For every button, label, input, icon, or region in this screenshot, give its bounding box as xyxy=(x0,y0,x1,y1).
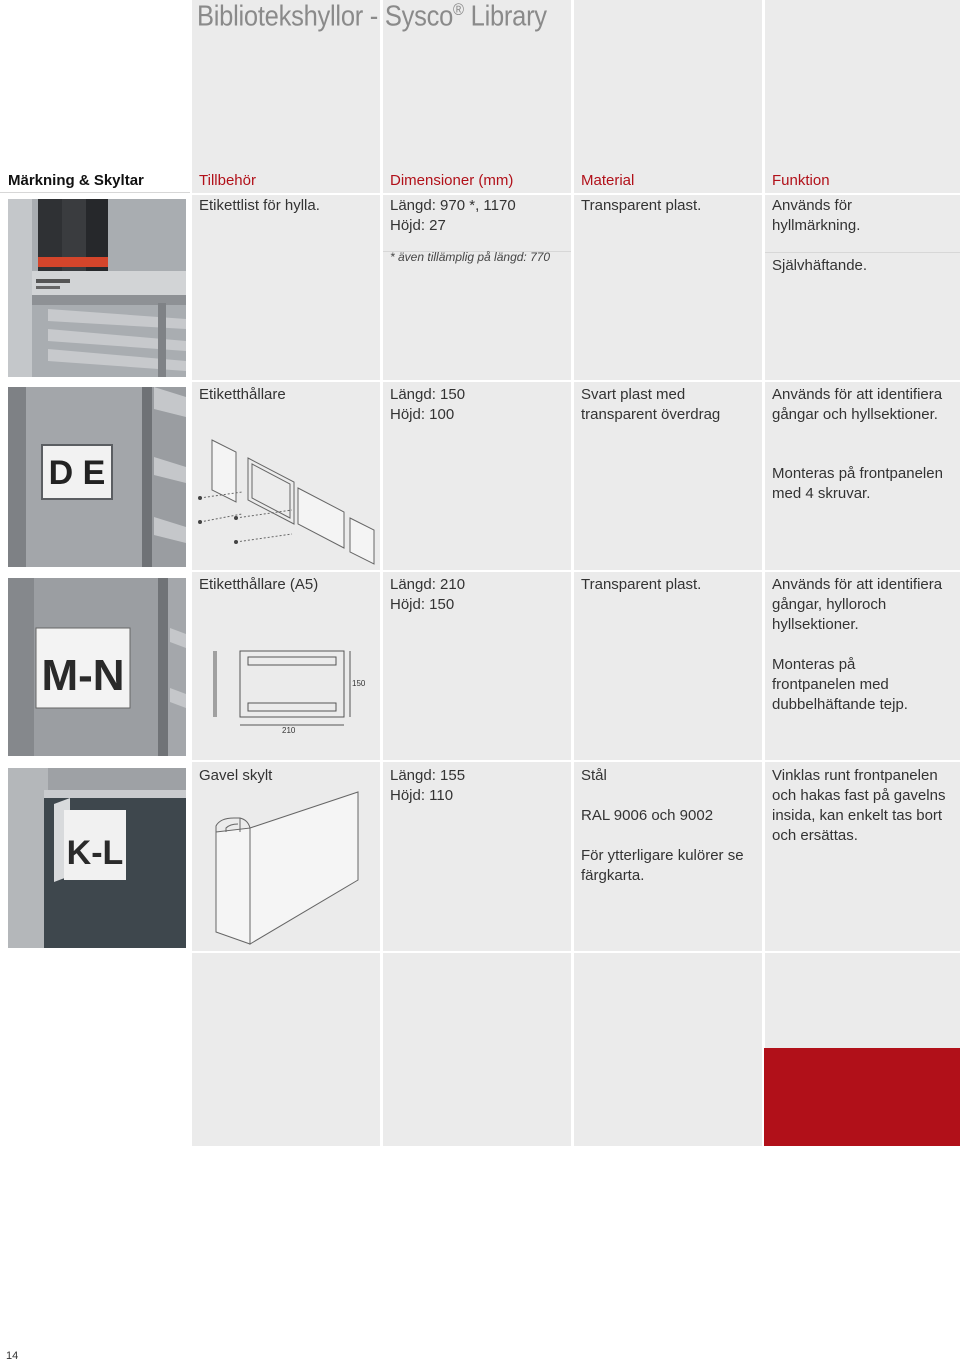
function-text: Används för hyllmärkning. xyxy=(772,197,861,234)
drawing-width-label: 210 xyxy=(282,726,296,735)
material-text: Svart plast med transparent överdrag xyxy=(581,386,721,423)
page-title: Bibliotekshyllor - Sysco® Library xyxy=(197,0,547,33)
header-dimensions: Dimensioner (mm) xyxy=(390,172,514,189)
material-color-text: RAL 9006 och 9002 xyxy=(581,807,714,824)
row-divider xyxy=(0,380,960,382)
section-heading: Märkning & Skyltar xyxy=(8,172,144,189)
material-note-text: För ytterligare kulörer se färgkarta. xyxy=(581,847,744,884)
accent-block xyxy=(764,1048,960,1146)
accessory-name: Etiketthållare (A5) xyxy=(199,576,319,593)
cell-divider xyxy=(765,252,960,253)
gable-sign-drawing xyxy=(210,788,366,948)
header-accessory: Tillbehör xyxy=(199,172,256,189)
dimension-height: Höjd: 150 xyxy=(390,596,455,613)
label-holder-a5-photo xyxy=(8,578,186,756)
function-text: Används för att identifiera gångar, hylloroch hyllsektioner. xyxy=(772,576,943,633)
material-text: Transparent plast. xyxy=(581,576,702,593)
photo-label-text: K-L xyxy=(66,834,124,872)
row-divider xyxy=(0,192,190,193)
shelf-label-strip-photo xyxy=(8,199,186,377)
material-text: Transparent plast. xyxy=(581,197,702,214)
dimension-height: Höjd: 110 xyxy=(390,787,454,804)
function-text: Vinklas runt frontpanelen och hakas fast på gavelns insida, kan enkelt tas bort och ersättas. xyxy=(772,767,946,844)
row-divider xyxy=(0,570,960,572)
function-text: Används för att identifiera gångar och hyllsektioner. xyxy=(772,386,943,423)
page-number: 14 xyxy=(6,1350,19,1362)
label-holder-photo xyxy=(8,387,186,567)
function-text-secondary: Monteras på frontpanelen med 4 skruvar. xyxy=(772,465,943,502)
header-material: Material xyxy=(581,172,635,189)
row-divider xyxy=(0,760,960,762)
function-text-secondary: Självhäftande. xyxy=(772,257,868,274)
dimension-length: Längd: 150 xyxy=(390,386,466,403)
label-holder-a5-drawing xyxy=(206,645,366,737)
dimension-length: Längd: 210 xyxy=(390,576,466,593)
gable-sign-photo xyxy=(8,768,186,948)
accessory-name: Gavel skylt xyxy=(199,767,273,784)
dimension-length: Längd: 155 xyxy=(390,767,466,784)
dimension-note: * även tillämplig på längd: 770 xyxy=(390,250,551,264)
dimension-height: Höjd: 100 xyxy=(390,406,455,423)
header-function: Funktion xyxy=(772,172,830,189)
drawing-height-label: 150 xyxy=(352,679,366,688)
dimension-height: Höjd: 27 xyxy=(390,217,446,234)
function-text-secondary: Monteras på frontpanelen med dubbelhäftande tejp. xyxy=(772,656,908,713)
dimension-length: Längd: 970 *, 1170 xyxy=(390,197,516,214)
accessory-name: Etiketthållare xyxy=(199,386,286,403)
row-divider xyxy=(0,193,960,195)
row-divider xyxy=(0,951,960,953)
label-holder-exploded-drawing xyxy=(196,430,378,568)
material-text: Stål xyxy=(581,767,607,784)
photo-label-text: D E xyxy=(48,454,106,492)
accessory-name: Etikettlist för hylla. xyxy=(199,197,320,214)
photo-label-text: M-N xyxy=(41,651,125,700)
